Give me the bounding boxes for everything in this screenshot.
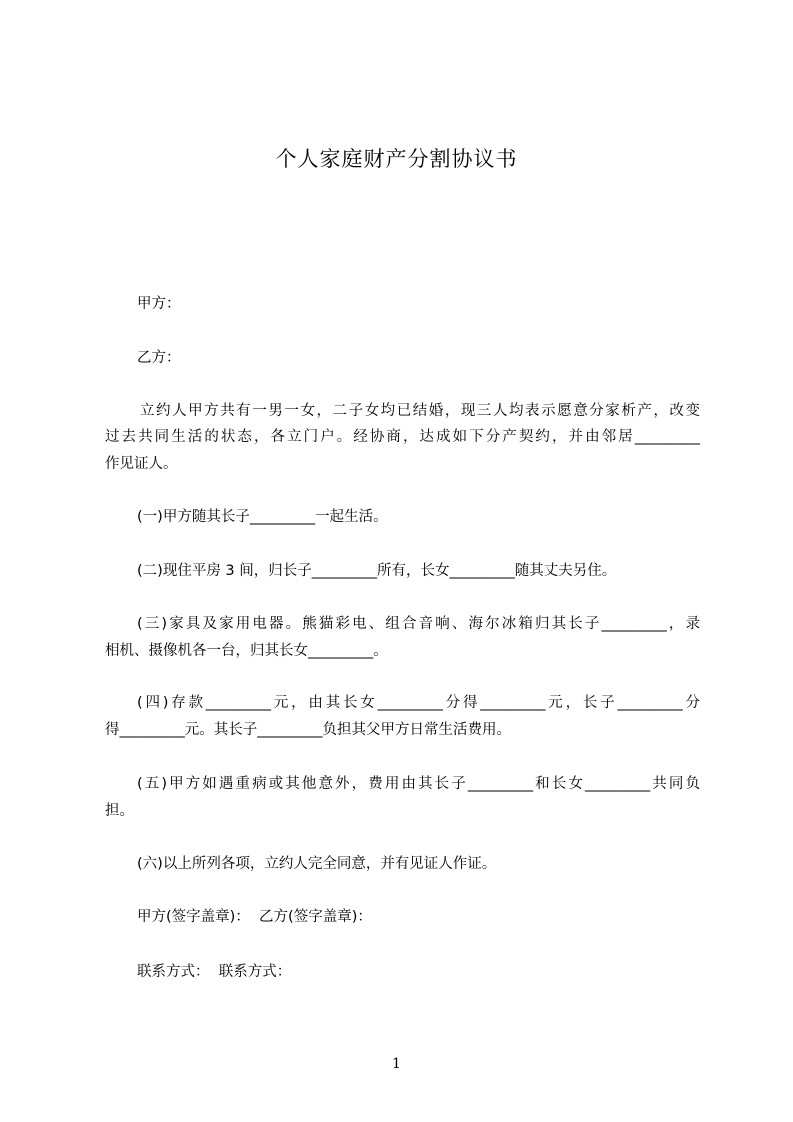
clause-5-line-1: (五)甲方如遇重病或其他意外，费用由其长子_________和长女_________共同负 — [137, 776, 700, 792]
intro-line-1: 立约人甲方共有一男一女，二子女均已结婚，现三人均表示愿意分家析产，改变 — [140, 403, 700, 419]
clause-4-line-2: 得_________元。其长子_________负担其父甲方日常生活费用。 — [105, 722, 511, 738]
clause-6: (六)以上所列各项，立约人完全同意，并有见证人作证。 — [137, 856, 497, 872]
clause-3-line-2: 相机、摄像机各一台，归其长女_________。 — [105, 643, 388, 659]
clause-4-line-1: (四)存款_________元，由其长女_________分得_________元，长子_________分 — [137, 695, 700, 711]
contact-line: 联系方式： 联系方式： — [137, 964, 292, 980]
document-title: 个人家庭财产分割协议书 — [275, 147, 518, 171]
clause-1: (一)甲方随其长子_________一起生活。 — [137, 509, 388, 525]
clause-3-line-1: (三)家具及家用电器。熊猫彩电、组合音响、海尔冰箱归其长子_________，录 — [137, 616, 700, 632]
party-a-label: 甲方： — [137, 296, 181, 312]
party-b-label: 乙方： — [137, 350, 181, 366]
intro-line-3: 作见证人。 — [105, 456, 178, 472]
intro-line-2: 过去共同生活的状态，各立门户。经协商，达成如下分产契约，并由邻居_________ — [105, 429, 700, 445]
page-number: 1 — [392, 1056, 401, 1072]
signature-line: 甲方(签字盖章)： 乙方(签字盖章)： — [137, 909, 372, 925]
clause-2: (二)现住平房 3 间，归长子_________所有，长女_________随其丈夫另住。 — [137, 563, 617, 579]
clause-5-line-2: 担。 — [105, 803, 134, 819]
